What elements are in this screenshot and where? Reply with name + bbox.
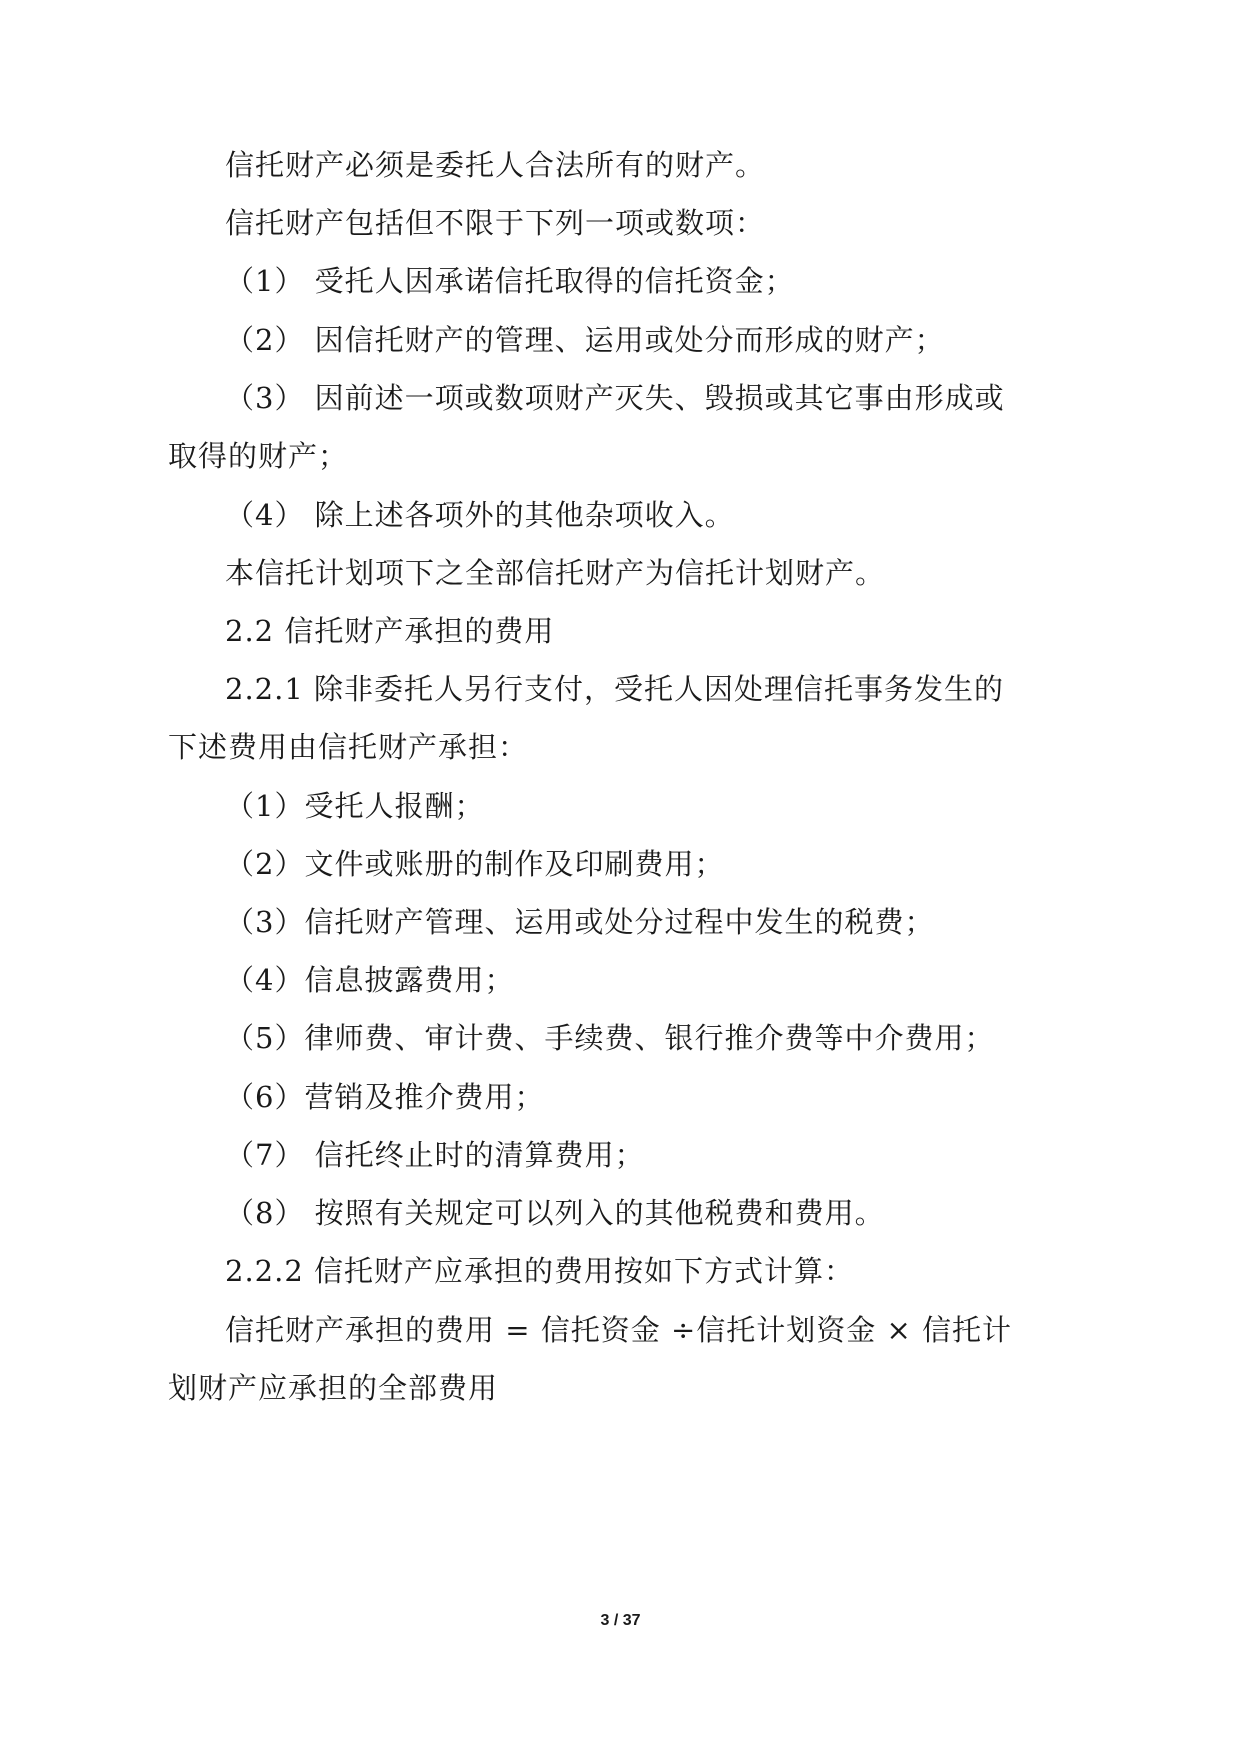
paragraph-line: 信托财产包括但不限于下列一项或数项： xyxy=(225,206,766,240)
list-item: （1） 受托人因承诺信托取得的信托资金； xyxy=(225,264,795,298)
list-item: （1）受托人报酬； xyxy=(225,789,485,823)
paragraph-line: 本信托计划项下之全部信托财产为信托计划财产。 xyxy=(225,556,886,590)
formula-line: 信托财产承担的费用 = 信托资金 ÷信托计划资金 × 信托计 xyxy=(225,1313,1012,1347)
list-item-continuation: 取得的财产； xyxy=(168,439,349,473)
list-item: （6）营销及推介费用； xyxy=(225,1080,545,1114)
list-item: （7） 信托终止时的清算费用； xyxy=(225,1138,645,1172)
list-item: （3） 因前述一项或数项财产灭失、毁损或其它事由形成或 xyxy=(225,381,1005,415)
list-item: （2）文件或账册的制作及印刷费用； xyxy=(225,847,725,881)
paragraph-line: 2.2.1 除非委托人另行支付，受托人因处理信托事务发生的 xyxy=(225,672,1005,706)
paragraph-line-continuation: 下述费用由信托财产承担： xyxy=(168,730,529,764)
formula-line-continuation: 划财产应承担的全部费用 xyxy=(168,1371,499,1405)
paragraph-line: 信托财产必须是委托人合法所有的财产。 xyxy=(225,148,766,182)
section-heading: 2.2 信托财产承担的费用 xyxy=(225,614,555,648)
page-number: 3 / 37 xyxy=(600,1612,641,1629)
list-item: （8） 按照有关规定可以列入的其他税费和费用。 xyxy=(225,1196,885,1230)
list-item: （4） 除上述各项外的其他杂项收入。 xyxy=(225,498,735,532)
list-item: （4）信息披露费用； xyxy=(225,963,515,997)
list-item: （5）律师费、审计费、手续费、银行推介费等中介费用； xyxy=(225,1021,995,1055)
list-item: （2） 因信托财产的管理、运用或处分而形成的财产； xyxy=(225,323,945,357)
paragraph-line: 2.2.2 信托财产应承担的费用按如下方式计算： xyxy=(225,1254,855,1288)
list-item: （3）信托财产管理、运用或处分过程中发生的税费； xyxy=(225,905,935,939)
